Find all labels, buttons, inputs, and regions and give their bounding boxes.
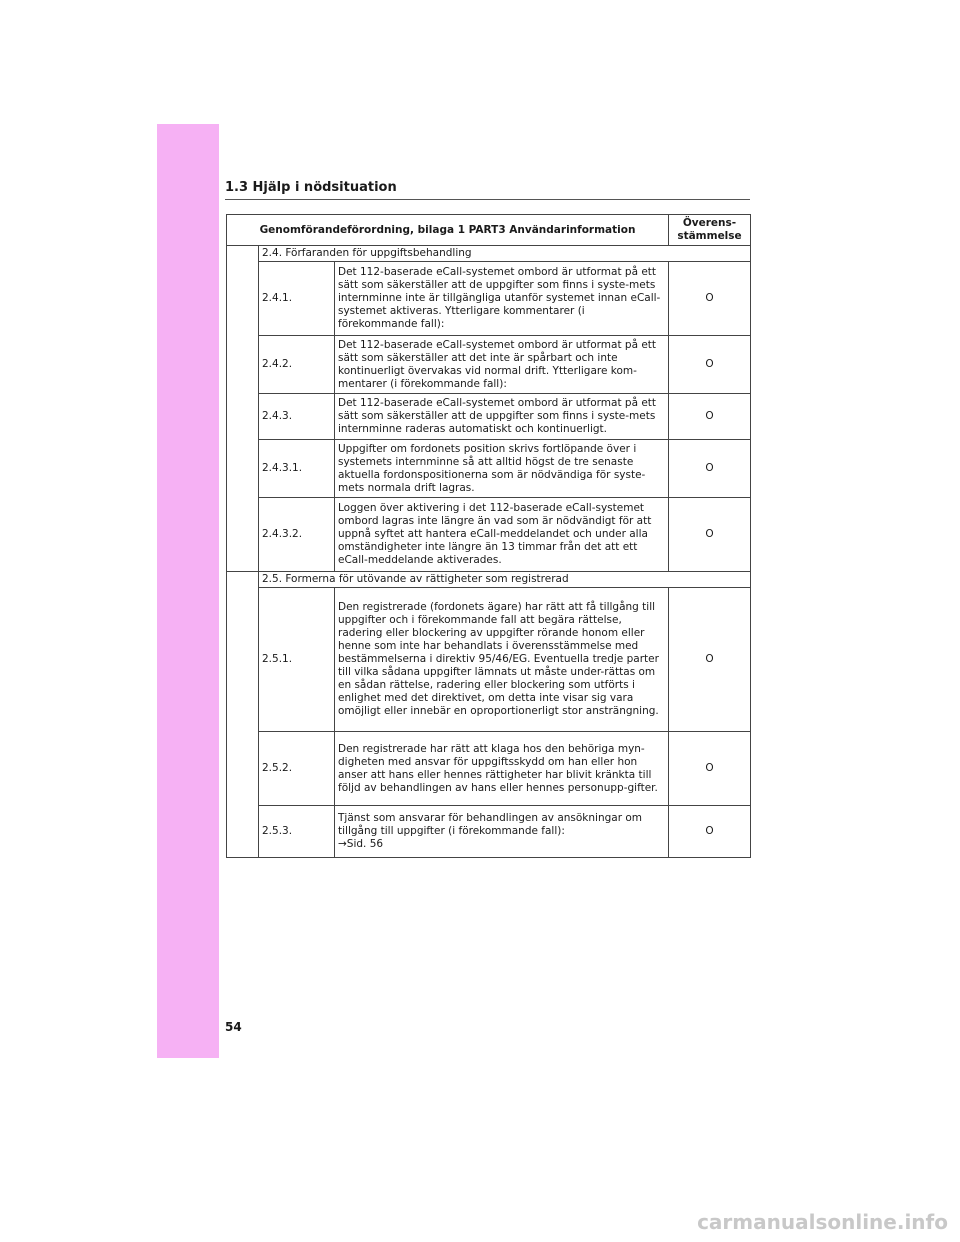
row-text: Uppgifter om fordonets position skrivs fortlöpande över i systemets internminne så att alltid högst de tre senaste aktuella fordonspositionerna som är nödvändiga för syste-mets normala drift lagras. bbox=[335, 440, 669, 498]
row-number: 2.5.1. bbox=[259, 588, 335, 732]
row-mark: O bbox=[669, 588, 751, 732]
row-text: Loggen över aktivering i det 112-baserade eCall-systemet ombord lagras inte längre än vad som är nödvändigt för att uppnå syftet att hantera eCall-meddelandet och under alla omständigheter inte längre än 13 timmar från det att ett eCall-meddelande aktiverades. bbox=[335, 498, 669, 572]
group-title: 2.5. Formerna för utövande av rättigheter som registrerad bbox=[259, 572, 751, 588]
row-text: Det 112-baserade eCall-systemet ombord är utformat på ett sätt som säkerställer att det inte är spårbart och inte kontinuerligt övervakas vid normal drift. Ytterligare kom-mentarer (i förekommande fall): bbox=[335, 336, 669, 394]
row-number: 2.4.1. bbox=[259, 262, 335, 336]
row-number: 2.4.3.1. bbox=[259, 440, 335, 498]
table-row bbox=[227, 440, 751, 498]
row-mark: O bbox=[669, 732, 751, 806]
row-number: 2.5.2. bbox=[259, 732, 335, 806]
side-band bbox=[157, 124, 219, 1058]
watermark: carmanualsonline.info bbox=[697, 1210, 948, 1234]
row-number: 2.4.3. bbox=[259, 394, 335, 440]
spec-table bbox=[226, 214, 751, 858]
header-compliance: Överens- stämmelse bbox=[669, 215, 751, 246]
table-row bbox=[227, 588, 751, 732]
row-mark: O bbox=[669, 394, 751, 440]
row-text: Det 112-baserade eCall-systemet ombord är utformat på ett sätt som säkerställer att de uppgifter som finns i syste-mets internminne raderas automatiskt och kontinuerligt. bbox=[335, 394, 669, 440]
row-mark: O bbox=[669, 336, 751, 394]
row-mark: O bbox=[669, 262, 751, 336]
table-row bbox=[227, 394, 751, 440]
group-header-row bbox=[227, 246, 751, 262]
table-row bbox=[227, 806, 751, 858]
row-text: Den registrerade har rätt att klaga hos den behöriga myn-digheten med ansvar för uppgiftsskydd om han eller hon anser att hans eller hennes rättigheter har blivit kränkta till följd av behandlingen av hans eller hennes personupp-gifter. bbox=[335, 732, 669, 806]
table-row bbox=[227, 498, 751, 572]
page-number: 54 bbox=[225, 1020, 242, 1034]
table-row bbox=[227, 262, 751, 336]
row-text: Det 112-baserade eCall-systemet ombord är utformat på ett sätt som säkerställer att de uppgifter som finns i syste-mets internminne inte är tillgängliga utanför systemet innan eCall-systemet aktiveras. Ytterligare kommentarer (i förekommande fall): bbox=[335, 262, 669, 336]
section-title: 1.3 Hjälp i nödsituation bbox=[225, 180, 750, 200]
row-mark: O bbox=[669, 806, 751, 858]
row-text: Tjänst som ansvarar för behandlingen av ansökningar om tillgång till uppgifter (i förekommande fall): →Sid. 56 bbox=[335, 806, 669, 858]
row-mark: O bbox=[669, 440, 751, 498]
row-number: 2.5.3. bbox=[259, 806, 335, 858]
row-number: 2.4.3.2. bbox=[259, 498, 335, 572]
row-mark: O bbox=[669, 498, 751, 572]
blank-cell bbox=[227, 246, 259, 572]
row-number: 2.4.2. bbox=[259, 336, 335, 394]
group-title: 2.4. Förfaranden för uppgiftsbehandling bbox=[259, 246, 751, 262]
header-main: Genomförandeförordning, bilaga 1 PART3 Användarinformation bbox=[227, 215, 669, 246]
table-row bbox=[227, 336, 751, 394]
group-header-row bbox=[227, 572, 751, 588]
table-row bbox=[227, 732, 751, 806]
table-header-row bbox=[227, 215, 751, 246]
blank-cell bbox=[227, 572, 259, 858]
row-text: Den registrerade (fordonets ägare) har rätt att få tillgång till uppgifter och i förekommande fall att begära rättelse, radering eller blockering av uppgifter rörande honom eller henne som inte har behandlats i överensstämmelse med bestämmelserna i direktiv 95/46/EG. Eventuella tredje parter till vilka sådana uppgifter lämnats ut måste under-rättas om en sådan rättelse, radering eller blockering som utförts i enlighet med det direktivet, om detta inte visar sig vara omöjligt eller innebär en oproportionerligt stor ansträngning. bbox=[335, 588, 669, 732]
